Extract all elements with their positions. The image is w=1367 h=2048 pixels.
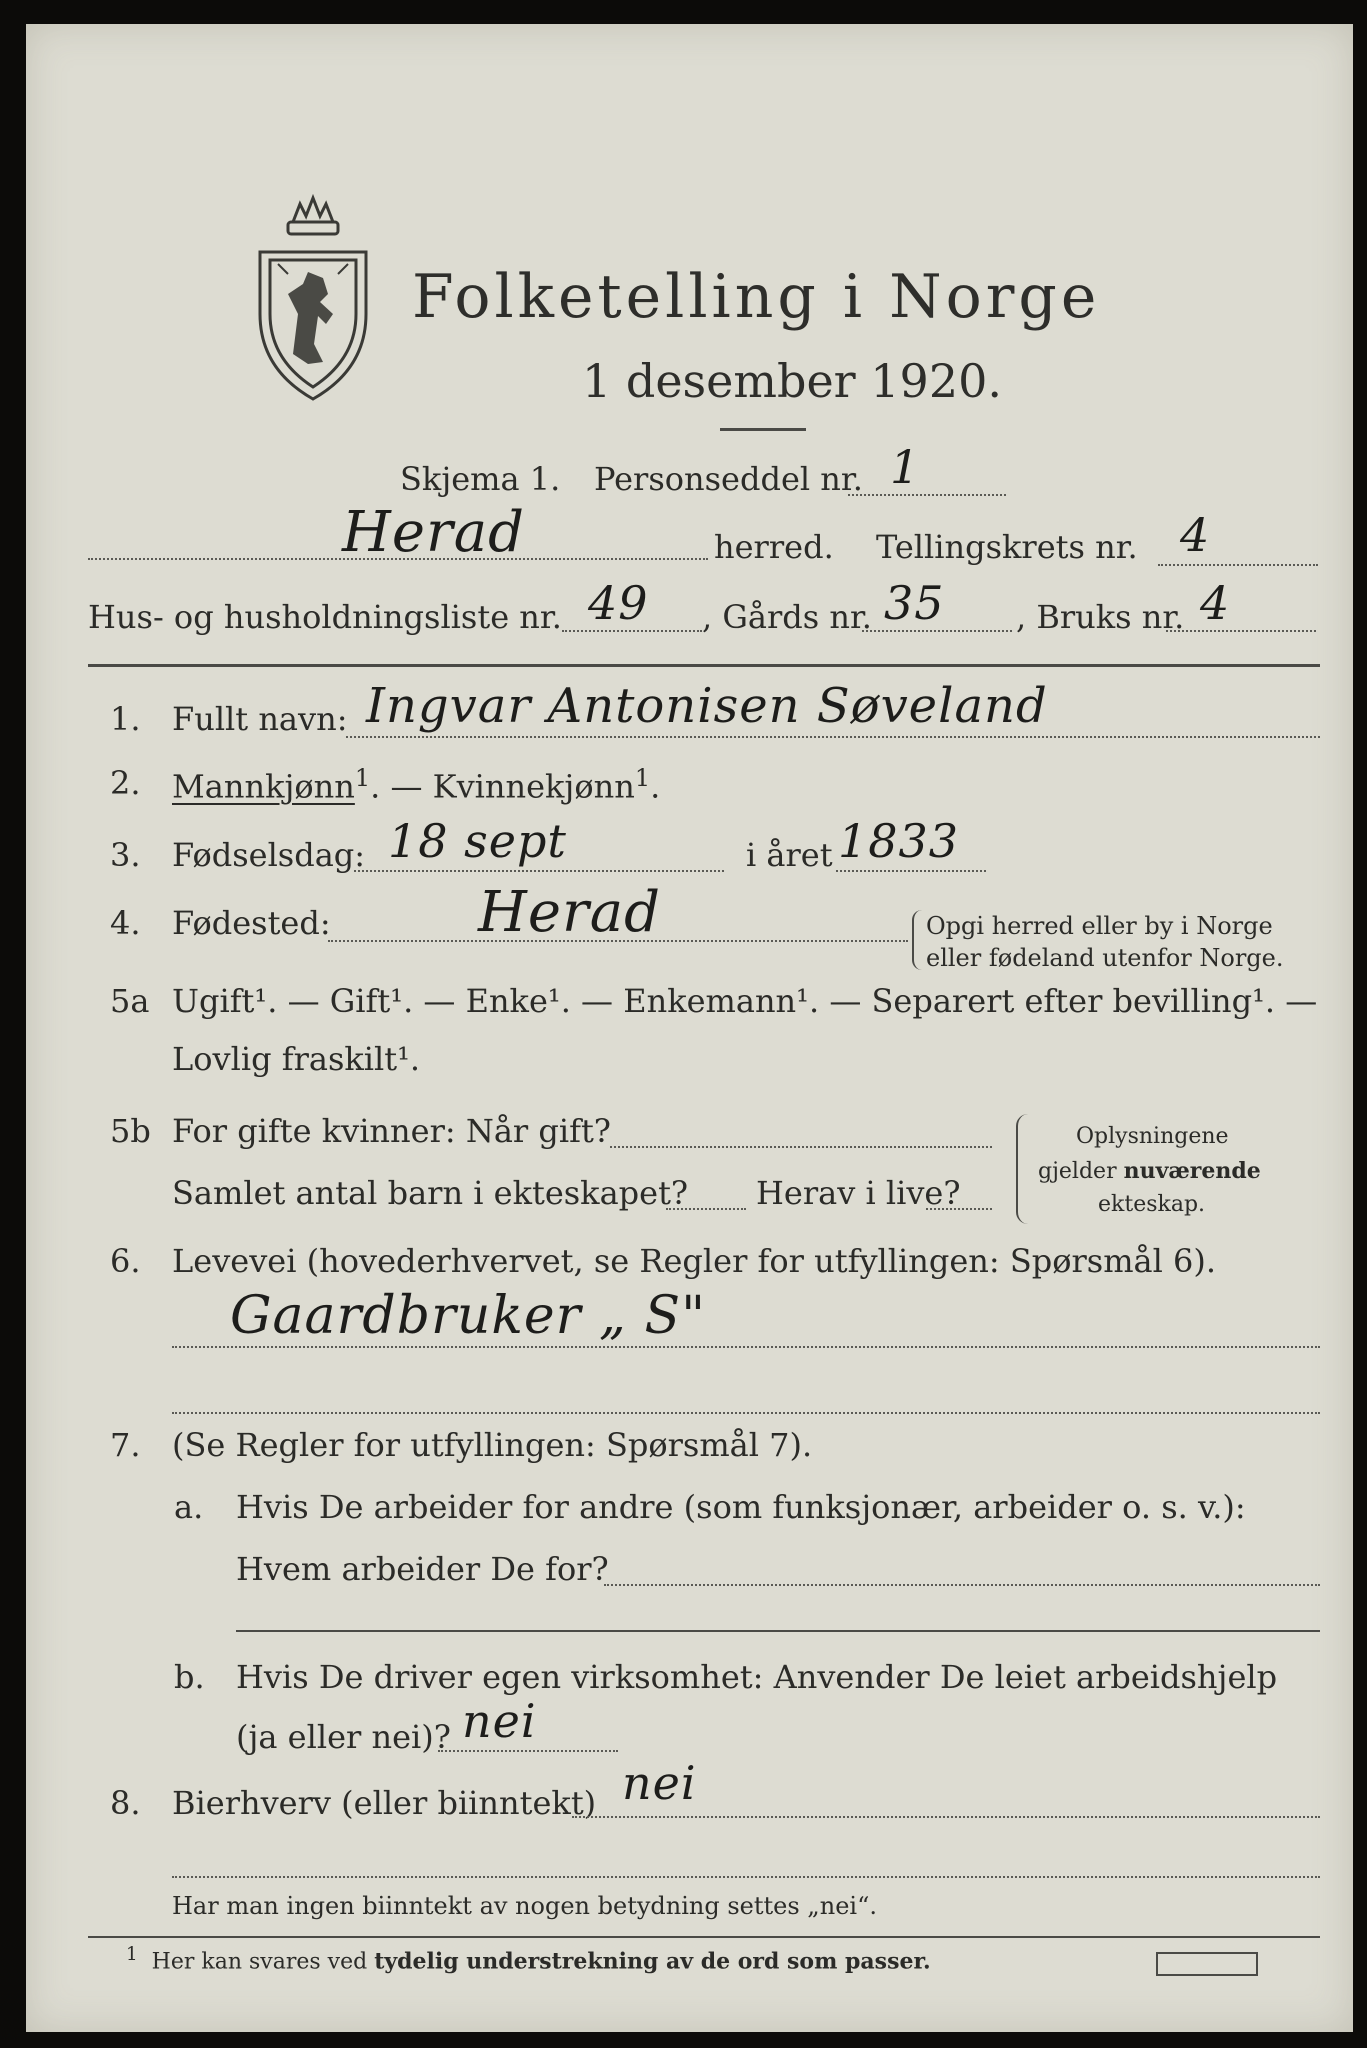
q7b-line2: (ja eller nei)? (236, 1718, 451, 1756)
census-form (26, 24, 1353, 2032)
full-name-value: Ingvar Antonisen Søveland (366, 678, 1048, 734)
husliste-line (562, 630, 702, 632)
q3-year-label: i året (746, 836, 833, 874)
q7a-line2: Hvem arbeider De for? (236, 1550, 609, 1588)
q5b-brace (1016, 1114, 1028, 1224)
husliste-label: Hus- og husholdningsliste nr. (88, 598, 562, 636)
page-title: Folketelling i Norge (412, 262, 1101, 332)
q5b-number: 5b (110, 1112, 151, 1150)
q7b-letter: b. (174, 1658, 205, 1696)
header-rule (88, 664, 1320, 667)
q7a-letter: a. (174, 1488, 204, 1526)
marital-status-options-2: Lovlig fraskilt¹. (172, 1040, 421, 1078)
gards-label: , Gårds nr. (702, 598, 872, 636)
q3-year-line (836, 870, 986, 872)
tellingskrets-label: Tellingskrets nr. (876, 528, 1138, 566)
gards-line (862, 630, 1012, 632)
q4-note-2: eller fødeland utenfor Norge. (926, 944, 1284, 972)
q5b-note-1: Oplysningene (1076, 1124, 1229, 1149)
q7b-line (438, 1750, 618, 1752)
female-option: Kvinnekjønn (432, 767, 635, 806)
q4-brace (912, 910, 922, 970)
printer-stamp (1156, 1952, 1258, 1976)
q3-label: Fødselsdag: (172, 836, 366, 874)
q6-number: 6. (110, 1242, 141, 1280)
q1-number: 1. (110, 700, 141, 738)
birthplace-value: Herad (478, 880, 661, 945)
footer-rule (88, 1936, 1320, 1938)
personseddel-line (848, 494, 1006, 496)
footer-note: Har man ingen biinntekt av nogen betydning settes „nei“. (172, 1892, 877, 1920)
q4-note-1: Opgi herred eller by i Norge (926, 912, 1273, 940)
q1-line (346, 736, 1320, 738)
bruks-label: , Bruks nr. (1016, 598, 1185, 636)
personseddel-label: Personseddel nr. (594, 460, 863, 498)
q4-label: Fødested: (172, 904, 331, 942)
q5b-note-3: ekteskap. (1098, 1192, 1206, 1217)
q8-number: 8. (110, 1784, 141, 1822)
tellingskrets-line (1158, 564, 1318, 566)
birth-year-value: 1833 (838, 814, 960, 868)
q6-line-1 (172, 1346, 1320, 1348)
q7a-line (604, 1584, 1320, 1586)
q3-number: 3. (110, 836, 141, 874)
bruks-line (1166, 630, 1316, 632)
q5a-number: 5a (110, 982, 150, 1020)
q5b-married-line (610, 1146, 992, 1148)
side-income-value: nei (622, 1756, 697, 1810)
herred-label: herred. (714, 528, 834, 566)
personseddel-value: 1 (890, 440, 921, 494)
q5b-children-line (666, 1208, 746, 1210)
skjema-label: Skjema 1. (400, 460, 561, 498)
q2-options: Mannkjønn$^1$. — Kvinnekjønn$^1$. (172, 764, 661, 806)
q5b-note-2: gjelder nuværende (1038, 1158, 1261, 1184)
q4-number: 4. (110, 904, 141, 942)
herred-value: Herad (342, 500, 525, 565)
q1-label: Fullt navn: (172, 700, 348, 738)
q7a-rule (236, 1630, 1320, 1632)
bruks-value: 4 (1200, 576, 1231, 630)
q2-number: 2. (110, 764, 141, 802)
husliste-value: 49 (588, 576, 649, 630)
q6-line-2 (172, 1412, 1320, 1414)
tellingskrets-value: 4 (1180, 508, 1211, 562)
q7a-line1: Hvis De arbeider for andre (som funksjonær, arbeider o. s. v.): (236, 1488, 1246, 1526)
q6-label: Levevei (hovederhvervet, se Regler for utfyllingen: Spørsmål 6). (172, 1242, 1217, 1280)
q3-day-line (354, 870, 724, 872)
marital-status-options: Ugift¹. — Gift¹. — Enke¹. — Enkemann¹. — Separert efter bevilling¹. — (172, 982, 1318, 1020)
q8-line (572, 1816, 1320, 1818)
gards-value: 35 (884, 576, 945, 630)
q5b-line1: For gifte kvinner: Når gift? (172, 1112, 611, 1150)
male-option: Mannkjønn (172, 767, 355, 806)
birthday-value: 18 sept (388, 814, 567, 868)
q5b-alive-label: Herav i live? (756, 1174, 961, 1212)
coat-of-arms-icon (248, 194, 378, 404)
q7-number: 7. (110, 1426, 141, 1464)
q8-line-2 (172, 1876, 1320, 1878)
footnote: $^1$ Her kan svares ved tydelig understrekning av de ord som passer. (126, 1944, 931, 1975)
q5b-alive-line (926, 1208, 992, 1210)
q7b-line1: Hvis De driver egen virksomhet: Anvender De leiet arbeidshjelp (236, 1658, 1278, 1696)
occupation-value: Gaardbruker „ S" (230, 1286, 707, 1346)
census-date: 1 desember 1920. (582, 354, 1002, 408)
title-divider (720, 428, 806, 431)
q8-label: Bierhverv (eller biinntekt) (172, 1784, 597, 1822)
q5b-children-label: Samlet antal barn i ekteskapet? (172, 1174, 689, 1212)
q7-label: (Se Regler for utfyllingen: Spørsmål 7). (172, 1426, 813, 1464)
own-business-value: nei (462, 1694, 537, 1748)
